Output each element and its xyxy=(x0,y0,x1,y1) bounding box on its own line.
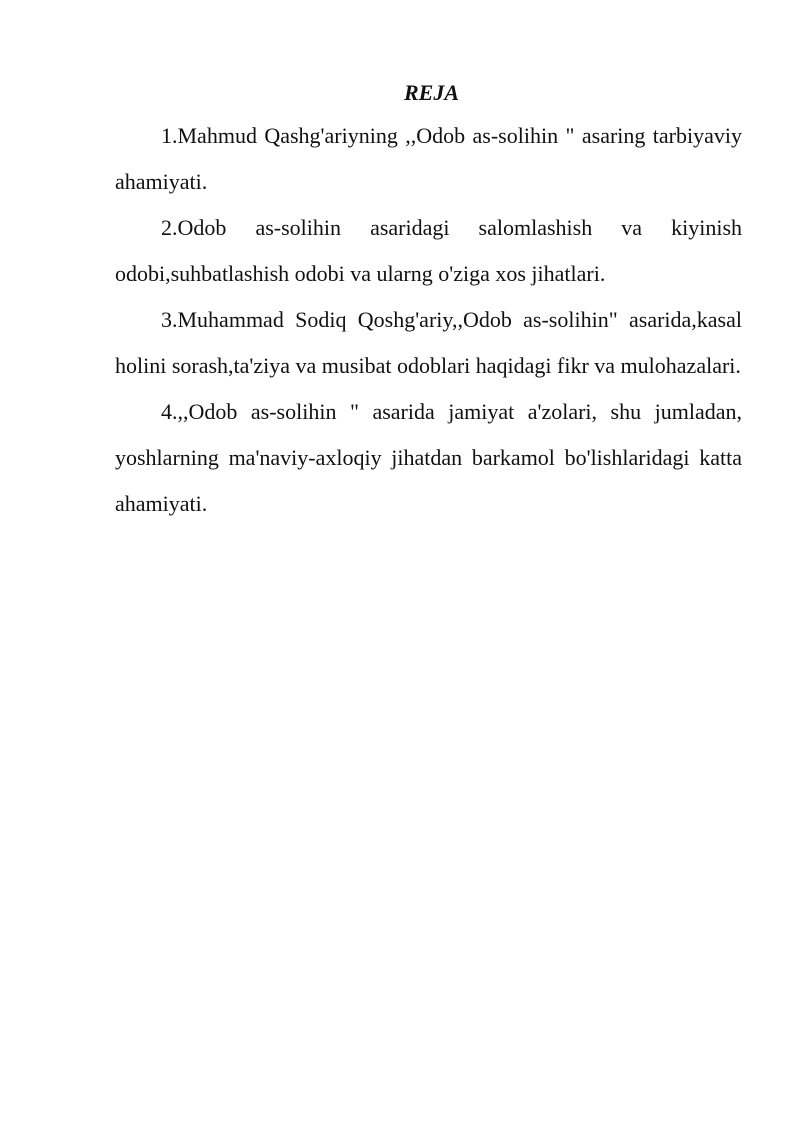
plan-item-1: 1.Mahmud Qashg'ariyning ,,Odob as-solihin " asaring tarbiyaviy ahamiyati. xyxy=(115,123,742,194)
document-body xyxy=(115,73,742,527)
page-title: REJA xyxy=(403,80,460,105)
plan-item-3: 3.Muhammad Sodiq Qoshg'ariy,,Odob as-solihin" asarida,kasal holini sorash,ta'ziya va musibat odoblari haqidagi fikr va mulohazalari. xyxy=(115,307,742,378)
plan-item-4: 4.,,Odob as-solihin " asarida jamiyat a'zolari, shu jumladan, yoshlarning ma'naviy-axloqiy jihatdan barkamol bo'lishlaridagi katta ahamiyati. xyxy=(115,399,742,516)
plan-item-2: 2.Odob as-solihin asaridagi salomlashish va kiyinish odobi,suhbatlashish odobi va ularng o'ziga xos jihatlari. xyxy=(115,215,742,286)
